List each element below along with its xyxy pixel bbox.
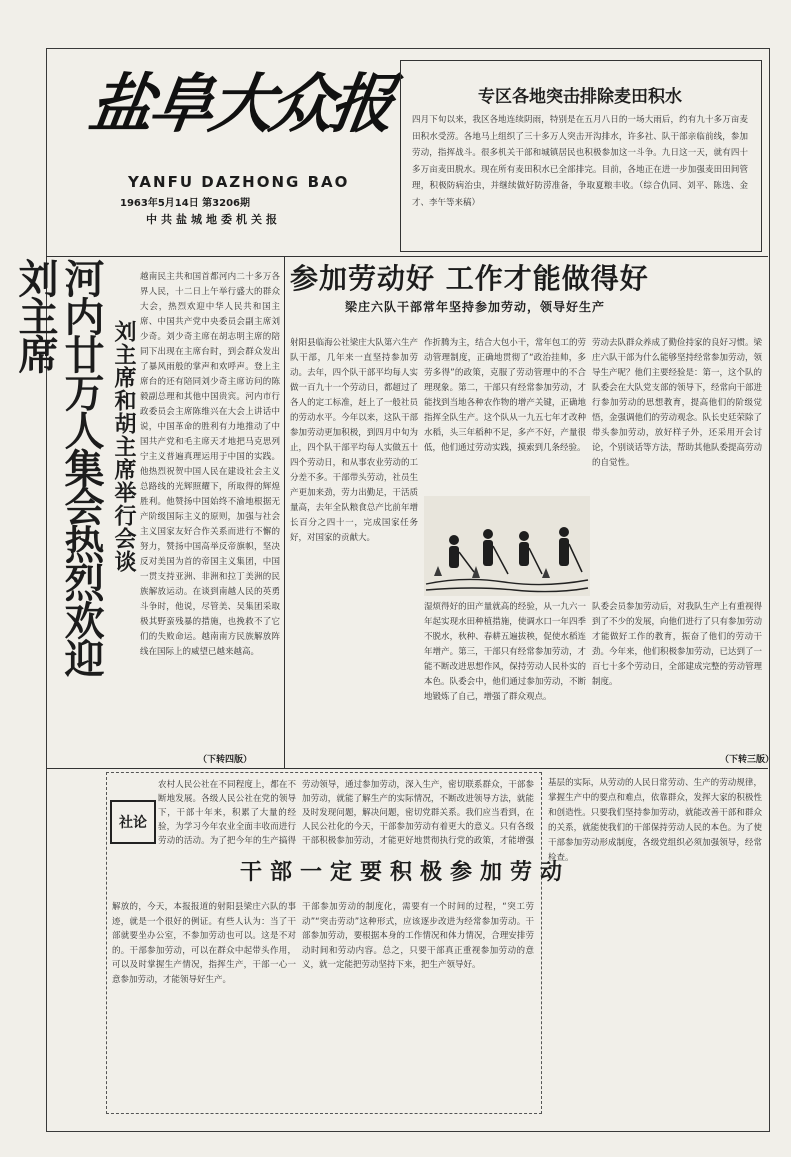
main-story-col5: 队委会员参加劳动后，对我队生产上有重视得到了不少的发展，向他们进行了只有参加劳动才能做好工作的教育，振奋了他们的劳动干劲。今年来，他们积极参加劳动，已达到了一百七十多个劳动日，全部建成完整的劳动管理制度。 — [592, 602, 762, 687]
editorial-headline: 干部一定要积极参加劳动 — [240, 860, 571, 885]
main-story-col4: 湿烦得好的田产量就高的经验，从一九六一年起实现水田种植措施，使调水口一年四季不脱水，秋种、春耕五遍拔秧，促使水稻连年增产。第三，干部只有经常参加劳动，才能不断改进思想作风，保持劳动人民朴实的本色。队委会中，他们通过参加劳动，不断地锻炼了自己，增强了群众观点。 — [424, 602, 586, 702]
editorial-col3: 基层的实际，从劳动的人民日常劳动、生产的劳动规律，掌握生产中的要点和难点，依靠群众，发挥大家的积极性和创造性。只要我们坚持参加劳动，就能改善干部和群众的关系，就能使我们的干部保持劳动人民的本色。为了使干部参加劳动形成制度，各级党组织必须加强领导，经常检查。 — [548, 778, 762, 863]
main-story-headline: 参加劳动好 工作才能做得好 — [290, 262, 649, 295]
main-story-col2: 作折腾为主，结合大包小干，常年包工的劳动管理制度，正确地贯彻了“政治挂帅，多劳多得”的政策，克服了劳动管理中的不合理现象。第二，干部只有经常参加劳动，才能找到当地各种农作物的增产关键，正确地指挥全队生产。这个队从一九五七年才改种水稻，头三年稻种不足，多产不好，产量很低，他们通过劳动实践，摸索到几条经验。 — [424, 338, 586, 453]
editorial-col2: 劳动领导，通过参加劳动，深入生产，密切联系群众，干部参加劳动，就能了解生产的实际情况，不断改进领导方法，就能及时发现问题，解决问题，密切党群关系。我们应当看到，在人民公社化的今天，干部参加劳动有着更大的意义。只有各级干部积极参加劳动，才能更好地贯彻执行党的政策，才能增强 — [302, 780, 534, 846]
field-work-illustration — [424, 496, 590, 596]
masthead-org: 中共盐城地委机关报 — [146, 213, 281, 226]
main-story-subhead: 梁庄六队干部常年坚持参加劳动，领导好生产 — [345, 300, 606, 314]
news-box-headline: 专区各地突击排除麦田积水 — [478, 87, 682, 107]
main-story-continued: （下转三版） — [720, 755, 775, 765]
main-story-col1: 射阳县临海公社梁庄大队第六生产队干部，几年来一直坚持参加劳动。去年，四个队干部平均每人实做一百九十一个劳动日，都超过了各人的定工标准，赶上了一般社员的劳动水平。今年以来，这队干部参加劳动更加积极，到四月中旬为止，四个队干部平均每人实做五十四个劳动日，和从事农业劳动的工分差不多。干部带头劳动，社员生产更加来劲，劳力出勤足，干活质量高，去年全队粮食总产比前年增长百分之四十一，完成国家任务好，对国家的贡献大。 — [290, 338, 418, 543]
main-story-col3: 劳动去队群众养成了勤俭持家的良好习惯。梁庄六队干部为什么能够坚持经常参加劳动，领导生产呢？他们主要经验是：第一，这个队的队委会在大队党支部的领导下，经常向干部进行参加劳动的思想教育，提高他们的阶级觉悟，金强调他们的劳动观念。队长史廷荣除了带头参加劳动，放好样子外，还采用开会讨论，个别谈话等方法，帮助其他队委提高劳动的自觉性。 — [592, 338, 762, 468]
editorial-col1: 农村人民公社在不同程度上，都在不断地发展。各级人民公社在党的领导下，干部十年来，积累了大量的经验，为学习今年农业全面丰收而进行劳动的活动。为了把今年的生产搞得 — [158, 780, 296, 846]
masthead-roman: YANFU DAZHONG BAO — [128, 173, 350, 191]
left-story-continued: （下转四版） — [198, 755, 253, 765]
left-story-body: 越南民主共和国首都河内二十多万各界人民，十二日上午举行盛大的群众大会，热烈欢迎中华人民共和国主席、中国共产党中央委员会副主席刘少奇。刘少奇主席在胡志明主席的陪同下出现在主席台时，到会群众发出了暴风雨般的掌声和欢呼声。登上主席台的还有陪同刘少奇主席访问的陈毅副总理和其他中国贵宾。河内市行政委员会主席陈维兴在大会上讲话中说，中国革命的胜利有力地推动了中国共产党和毛主席天才地把马克思列宁主义普遍真理运用于中国的实践。他热烈祝贺中国人民在建设社会主义总路线的光辉照耀下，所取得的辉煌胜利。他赞扬中国始终不渝地根据无产阶级国际主义的原则，加强与社会主义国家友好合作关系而进行不懈的努力，赞扬中国高举反帝旗帜，坚决反对美国为首的帝国主义集团，中国一贯支持亚洲、非洲和拉丁美洲的民族解放运动。在谈到南越人民的英勇斗争时，他说，尽管美、吴集团采取极其野蛮残暴的措施，也挽救不了它们的失败命运。越南南方民族解放阵线在国际上的威望已越来越高。 — [140, 272, 280, 657]
left-story-headline: 河内廿万人集会热烈欢迎刘主席 — [12, 258, 104, 676]
editorial-col4: 解放的，今天，本报报道的射阳县梁庄六队的事迹，就是一个很好的例证。有些人认为：当了干部就要坐办公室，不参加劳动也可以。这是不对的。干部参加劳动，可以在群众中起带头作用，可以及时掌握生产情况，指挥生产，干部一心一意参加劳动，才能领导好生产。 — [112, 902, 296, 985]
rule-mid — [46, 768, 768, 769]
rule-left — [284, 256, 285, 768]
news-box-body: 四月下旬以来，我区各地连续阴雨，特别是在五月八日的一场大雨后，约有九十多万亩麦田积水受涝。各地马上组织了三十多万人突击开沟排水，许多社、队干部亲临前线，参加劳动，指挥战斗。很多机关干部和城镇居民也积极参加这一斗争。九日这一天，就有四十多万亩麦田脱水。现在所有麦田积水已全部排完。目前，各地正在进一步加强麦田田间管理，积极防病治虫，并继续做好防涝准备，争取夏粮丰收。（综合仇同、刘平、陈选、金才、李午等来稿） — [412, 115, 748, 208]
editorial-col5: 干部参加劳动的制度化，需要有一个时间的过程，“突工劳动”“突击劳动”这种形式，应该逐步改进为经常参加劳动。干部参加劳动，要根据本身的工作情况和体力情况，合理安排劳动时间和劳动内容。总之，只要干部真正重视参加劳动的意义，就一定能把劳动坚持下来，把生产领导好。 — [302, 902, 534, 970]
left-story-subhead: 刘主席和胡主席举行会谈 — [111, 320, 136, 573]
masthead-date-issue: 1963年5月14日 第3206期 — [120, 198, 251, 209]
editorial-label: 社论 — [110, 800, 156, 844]
masthead-title: 盐阜大众报 — [84, 67, 396, 142]
